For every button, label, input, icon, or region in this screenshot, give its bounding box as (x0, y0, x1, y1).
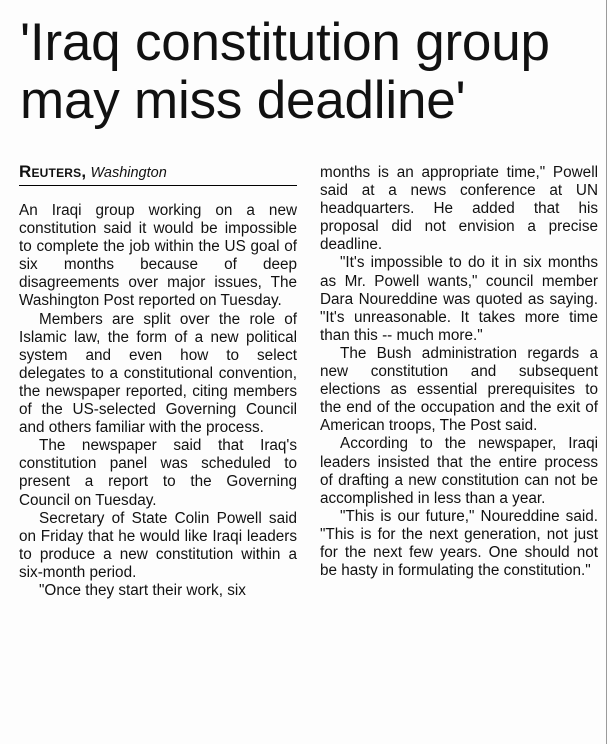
article-column-left (19, 162, 297, 600)
headline: 'Iraq constitution group may miss deadline' (20, 13, 550, 130)
paragraph: months is an appropriate time," Powell said at a news conference at UN headquarters. He added that his proposal did not envision a precise deadline. (320, 164, 598, 254)
article-column-right (320, 164, 598, 580)
paragraph: "This is our future," Noureddine said. "This is for the next generation, not just for the next few years. One should not be hasty in formulating the constitution." (320, 507, 598, 580)
dateline-agency: Reuters, (19, 162, 87, 181)
paragraph: "It's impossible to do it in six months as Mr. Powell wants," council member Dara Noureddine was quoted as saying. "It's unreasonable. It takes more time than this -- much more." (320, 254, 598, 344)
paragraph: Members are split over the role of Islamic law, the form of a new political system and even how to select delegates to a constitutional convention, the newspaper reported, citing members of the US-selected Governing Council and others familiar with the process. (19, 310, 297, 437)
dateline (19, 162, 297, 186)
paragraph: The newspaper said that Iraq's constitution panel was scheduled to present a report to the Governing Council on Tuesday. (19, 437, 297, 509)
clipping-edge-rule (606, 0, 607, 744)
paragraph: "Once they start their work, six (39, 581, 246, 599)
paragraph: Secretary of State Colin Powell said on Friday that he would like Iraqi leaders to produce a new constitution within a six-month period. (19, 509, 297, 581)
paragraph: The Bush administration regards a new constitution and subsequent elections as essential prerequisites to the end of the occupation and the exit of American troops, The Post said. (320, 344, 598, 435)
paragraph: According to the newspaper, Iraqi leaders insisted that the entire process of drafting a new constitution can not be accomplished in less than a year. (320, 435, 598, 507)
dateline-place: Washington (90, 165, 167, 181)
paragraph: An Iraqi group working on a new constitution said it would be impossible to complete the job within the US goal of six months because of deep disagreements over major issues, The Washington Post reported on Tuesday. (19, 202, 297, 310)
